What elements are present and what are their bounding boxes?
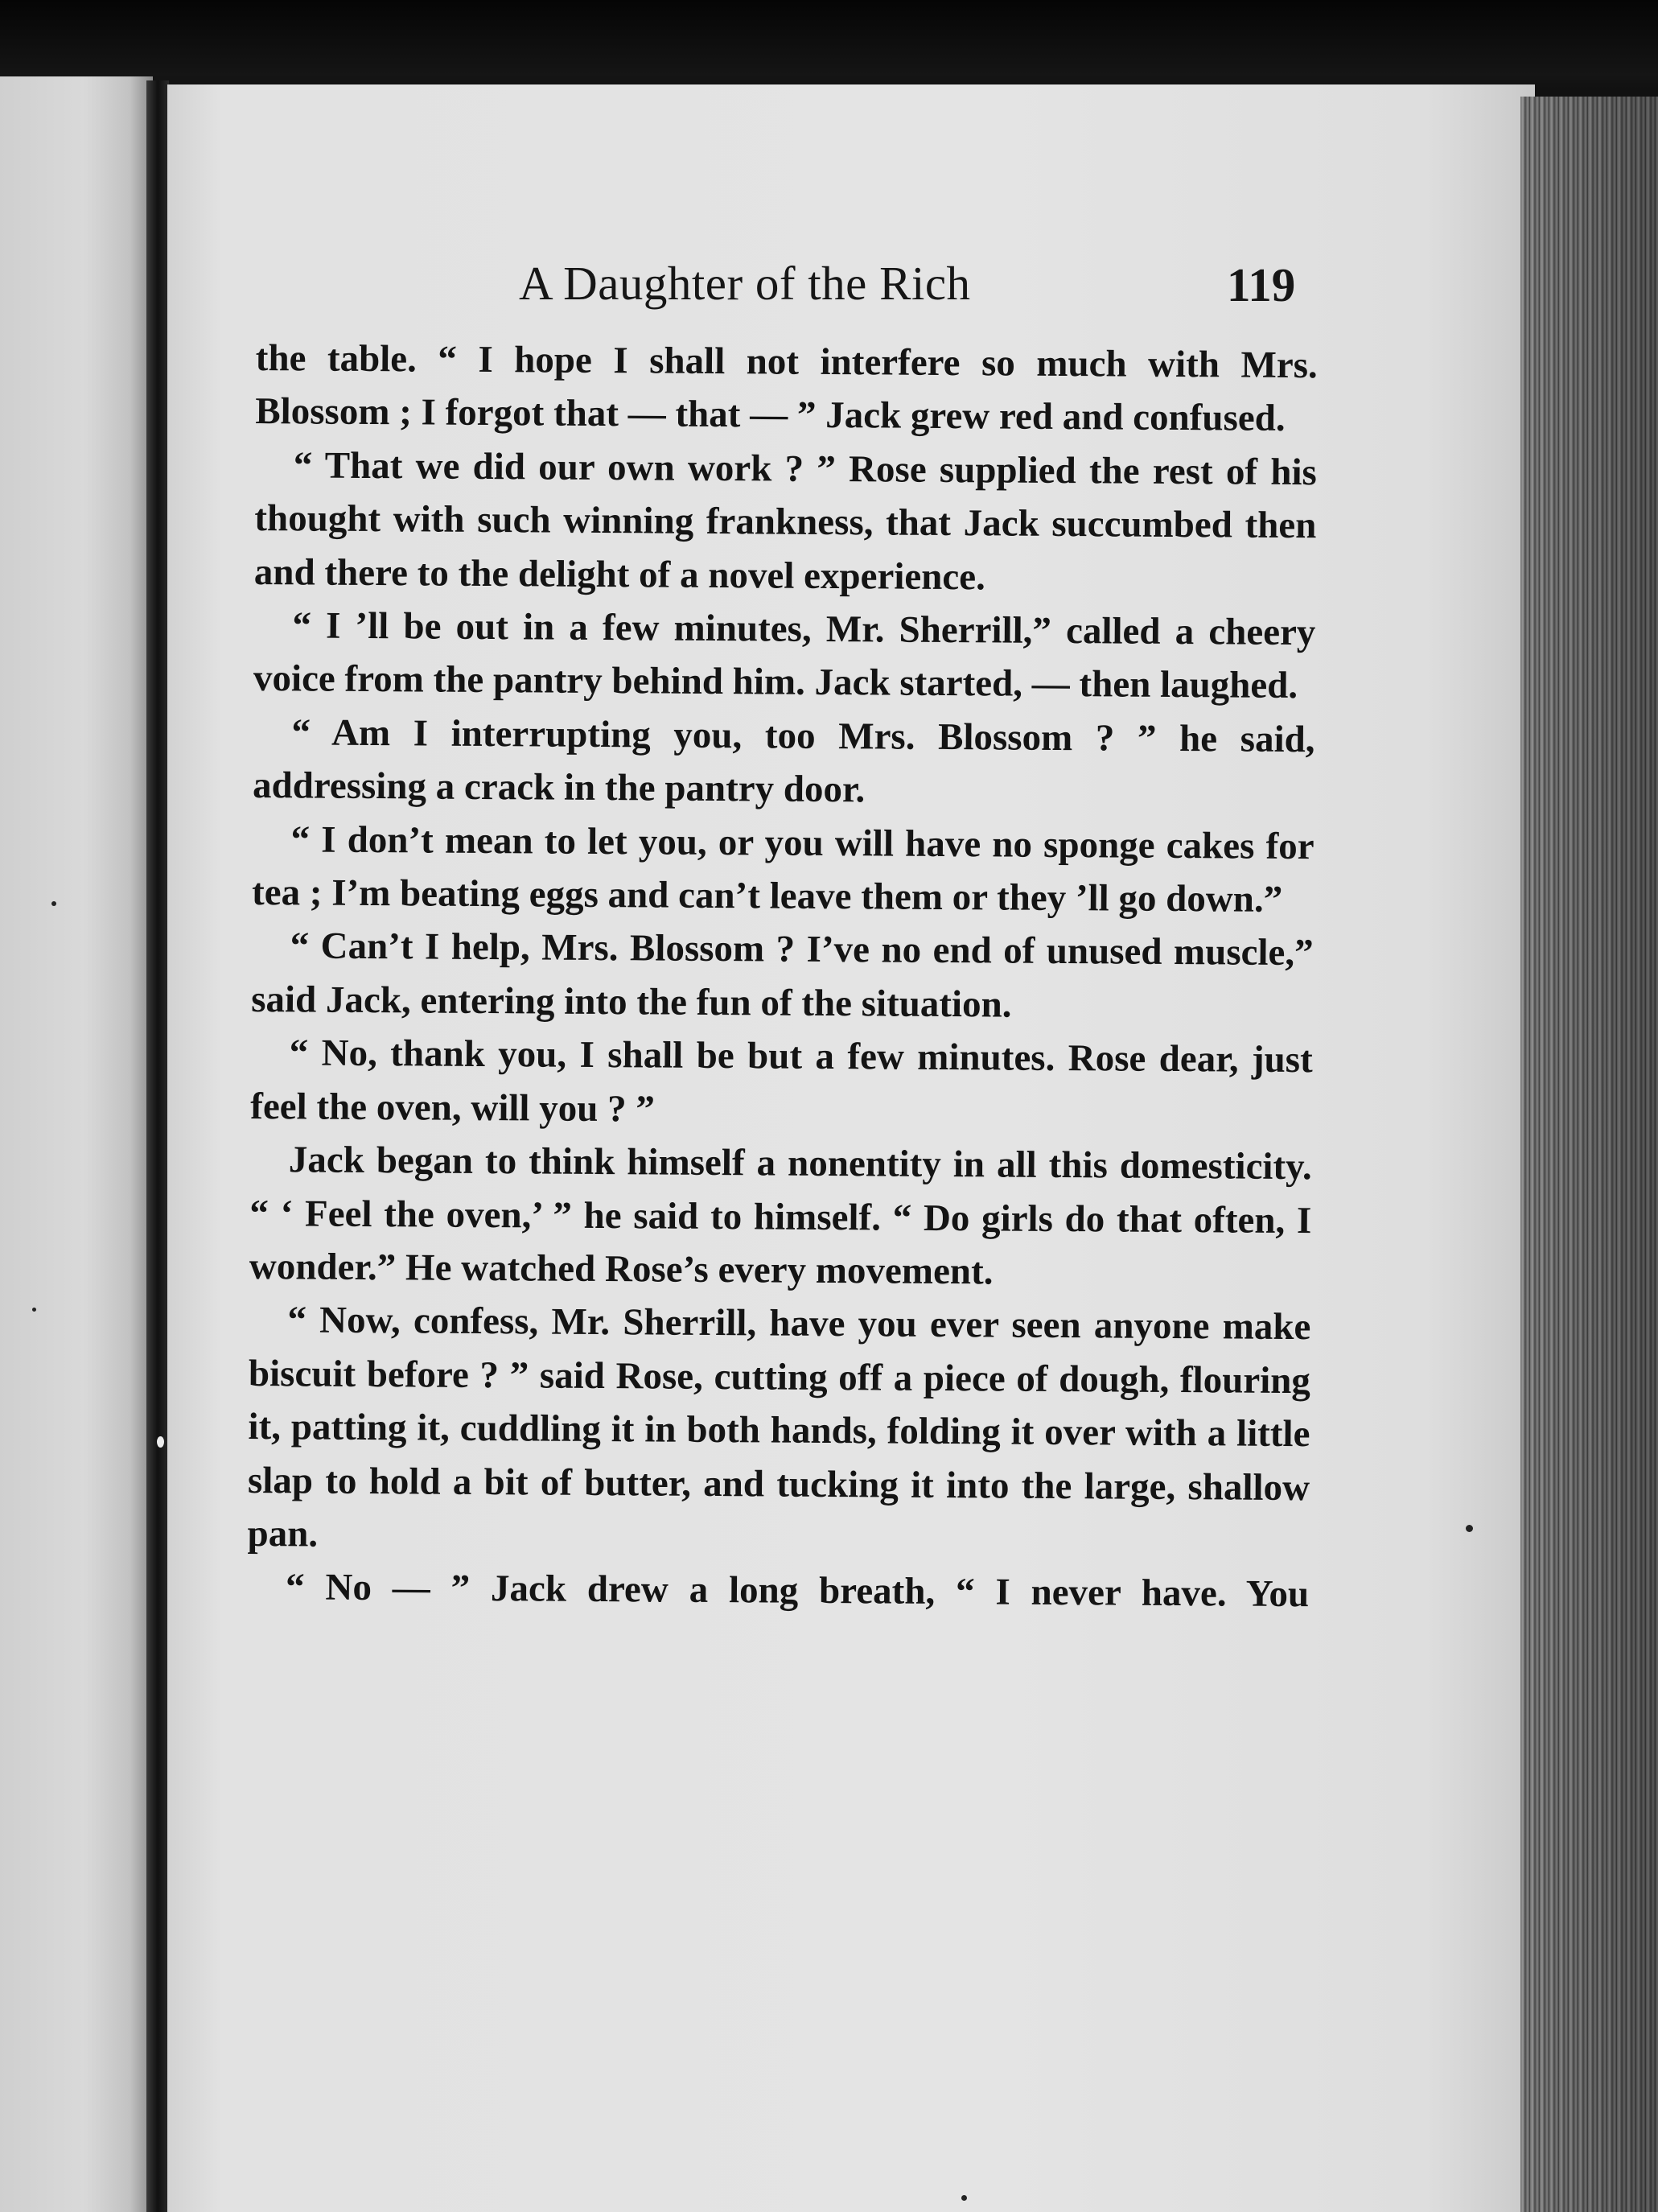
previous-page-edge [0, 76, 153, 2212]
page-number: 119 [1227, 258, 1296, 311]
running-header [519, 256, 1323, 320]
paragraph: “ I ’ll be out in a few minutes, Mr. Sherrill,” called a cheery voice from the pantry behind him. Jack started, — then laughed. [253, 604, 1316, 707]
dust-speck [961, 2195, 967, 2201]
page-body [247, 332, 1318, 1621]
paragraph: “ Can’t I help, Mrs. Blossom ? I’ve no end of unused muscle,” said Jack, entering into the fun of the situation. [251, 925, 1314, 1026]
book-gutter [146, 80, 169, 2212]
dust-speck [157, 1436, 164, 1448]
paragraph: “ I don’t mean to let you, or you will have no sponge cakes for tea ; I’m beating eggs and can’t leave them or they ’ll go down.” [251, 818, 1314, 921]
paragraph: “ Now, confess, Mr. Sherrill, have you ever seen anyone make biscuit before ? ” said Rose, cutting off a piece of dough, flouring it, patting it, cuddling it in both hands, folding it over with a little slap to hold a bit of butter, and tucking it into the large, shallow pan. [247, 1299, 1311, 1555]
running-title: A Daughter of the Rich [519, 257, 971, 310]
paragraph: the table. “ I hope I shall not interfere so much with Mrs. Blossom ; I forgot that — that — ” Jack grew red and confused. [255, 336, 1318, 440]
top-shadow [0, 0, 1658, 89]
dust-speck [1466, 1525, 1473, 1532]
dust-speck [51, 901, 56, 906]
paragraph: “ Am I interrupting you, too Mrs. Blossom ? ” he said, addressing a crack in the pantry door. [252, 711, 1315, 811]
dust-speck [32, 1308, 36, 1312]
paragraph: “ No — ” Jack drew a long breath, “ I never have. You [285, 1566, 1310, 1616]
page-stack-edges [1520, 97, 1658, 2212]
paragraph: “ That we did our own work ? ” Rose supplied the rest of his thought with such winning frankness, that Jack succumbed then and there to the delight of a novel experience. [253, 444, 1317, 598]
paragraph: “ No, thank you, I shall be but a few minutes. Rose dear, just feel the oven, will you ? ” [250, 1032, 1313, 1131]
paragraph: Jack began to think himself a nonentity in all this domesticity. “ ‘ Feel the oven,’ ” he said to himself. “ Do girls do that often, I wonder.” He watched Rose’s every movement. [249, 1139, 1312, 1293]
